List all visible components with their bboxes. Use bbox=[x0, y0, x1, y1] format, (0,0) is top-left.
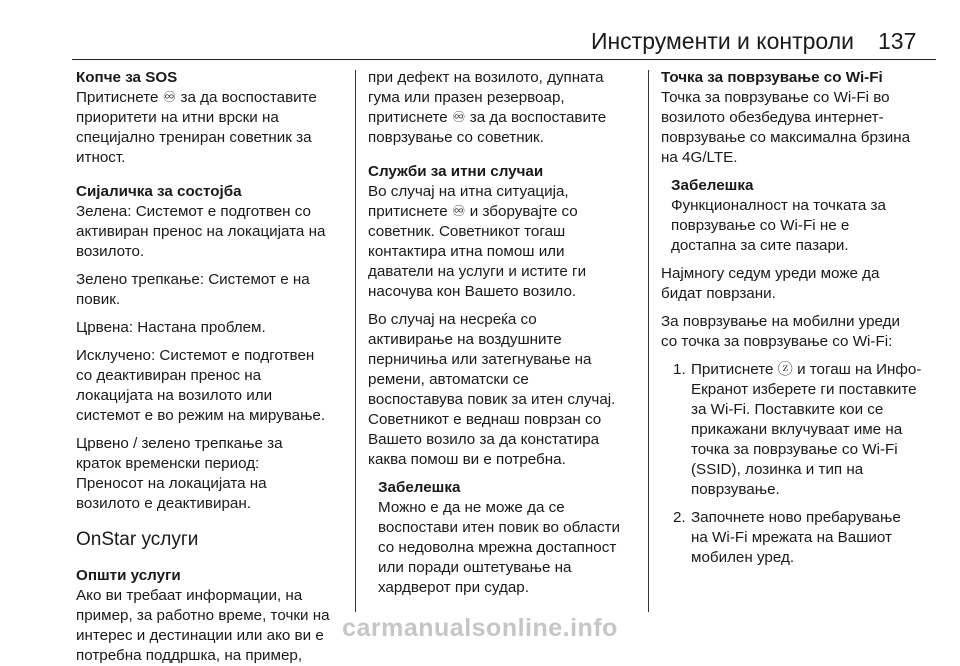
status-text-line: активиран пренос на локацијата на bbox=[76, 223, 326, 240]
status-text-line: возилото. bbox=[76, 243, 145, 260]
sos-text-line: специјално трениран советник за bbox=[76, 129, 312, 146]
step-text-line: Екранот изберете ги поставките bbox=[691, 381, 917, 398]
watermark: carmanualsonline.info bbox=[342, 614, 618, 642]
emergency-text-line: насочува кон Вашето возило. bbox=[368, 283, 577, 300]
sos-text-line: итност. bbox=[76, 149, 126, 166]
redgreen-text-line: краток временски период: bbox=[76, 455, 260, 472]
note-text-line: или поради оштетување на bbox=[378, 559, 572, 576]
step-text-line: мобилен уред. bbox=[691, 549, 795, 566]
note-block bbox=[661, 176, 939, 256]
step-text-line: на Wi-Fi мрежата на Вашиот bbox=[691, 529, 892, 546]
page-title: Инструменти и контроли bbox=[590, 28, 854, 54]
continued-text-line: поврзување со советник. bbox=[368, 129, 544, 146]
wifi-text-line: поврзување со максимална брзина bbox=[661, 129, 911, 146]
connect-text-line: со точка за поврзување со Wi-Fi: bbox=[661, 333, 893, 350]
redgreen-text-line: возилото е деактивиран. bbox=[76, 495, 251, 512]
devices-text-line: Најмногу седум уреди може да bbox=[661, 265, 880, 282]
off-text-line: Исклучено: Системот е подготвен bbox=[76, 347, 315, 364]
off-text-line: локацијата на возилото или bbox=[76, 387, 273, 404]
connect-text-line: За поврзување на мобилни уреди bbox=[661, 313, 900, 330]
column-3 bbox=[661, 68, 939, 568]
general-services-heading: Општи услуги bbox=[76, 567, 181, 584]
red-text-line: Црвена: Настана проблем. bbox=[76, 319, 266, 336]
accident-text-line: перничиња или затегнување на bbox=[368, 351, 592, 368]
sos-button-heading: Копче за SOS bbox=[76, 69, 178, 86]
continued-text-line: при дефект на возилото, дупната bbox=[368, 69, 604, 86]
header-rule bbox=[72, 59, 936, 60]
note-text-line: поврзување со Wi-Fi не е bbox=[671, 217, 850, 234]
general-text-line: интерес и дестинации или ако ви е bbox=[76, 627, 324, 644]
emergency-text-line: Во случај на итна ситуација, bbox=[368, 183, 569, 200]
note-text-line: Функционалност на точката за bbox=[671, 197, 886, 214]
general-text-line: Ако ви требаат информации, на bbox=[76, 587, 303, 604]
accident-text-line: Советникот е веднаш поврзан со bbox=[368, 411, 602, 428]
wifi-hotspot-heading: Точка за поврзување со Wi-Fi bbox=[661, 69, 883, 86]
note-heading: Забелешка bbox=[378, 479, 461, 496]
general-text-line: потребна поддршка, на пример, bbox=[76, 647, 303, 664]
note-text-line: со недоволна мрежна достапност bbox=[378, 539, 617, 556]
note-text-line: воспостави итен повик во области bbox=[378, 519, 620, 536]
emergency-text-line: даватели на услуги и истите ги bbox=[368, 263, 587, 280]
column-1 bbox=[76, 68, 354, 666]
status-lamp-heading: Сијаличка за состојба bbox=[76, 183, 242, 200]
note-text-line: Можно е да не може да се bbox=[378, 499, 565, 516]
step-text-line: поврзување. bbox=[691, 481, 780, 498]
accident-text-line: воспоставува повик за итен случај. bbox=[368, 391, 616, 408]
off-text-line: со деактивиран пренос на bbox=[76, 367, 262, 384]
continued-text-line: гума или празен резервоар, bbox=[368, 89, 565, 106]
accident-text-line: активирање на воздушните bbox=[368, 331, 562, 348]
redgreen-text-line: Преносот на локацијата на bbox=[76, 475, 267, 492]
accident-text-line: каква помош ви е потребна. bbox=[368, 451, 566, 468]
wifi-text-line: возилото обезбедува интернет- bbox=[661, 109, 884, 126]
redgreen-text-line: Црвено / зелено трепкање за bbox=[76, 435, 283, 452]
blink-text-line: повик. bbox=[76, 291, 121, 308]
note-text-line: достапна за сите пазари. bbox=[671, 237, 849, 254]
list-item bbox=[661, 360, 939, 500]
accident-text-line: Во случај на несреќа со bbox=[368, 311, 537, 328]
devices-text-line: бидат поврзани. bbox=[661, 285, 776, 302]
emergency-text-line: советник. Советникот тогаш bbox=[368, 223, 566, 240]
column-2 bbox=[368, 68, 646, 598]
general-text-line: пример, за работно време, точки на bbox=[76, 607, 330, 624]
wifi-text-line: Точка за поврзување со Wi-Fi во bbox=[661, 89, 890, 106]
list-number: 1. bbox=[673, 361, 686, 378]
page-header bbox=[0, 0, 960, 60]
page-number: 137 bbox=[878, 28, 917, 54]
step-text-line: точка за поврзување со Wi-Fi bbox=[691, 441, 898, 458]
note-text-line: хардверот при судар. bbox=[378, 579, 529, 596]
continued-text-line: притиснете ♾ за да воспоставите bbox=[368, 109, 607, 126]
column-divider-1 bbox=[355, 70, 356, 612]
step-text-line: за Wi-Fi. Поставките кои се bbox=[691, 401, 884, 418]
step-text-line: Започнете ново пребарување bbox=[691, 509, 901, 526]
accident-text-line: ремени, автоматски се bbox=[368, 371, 529, 388]
list-item bbox=[661, 508, 939, 568]
note-heading: Забелешка bbox=[671, 177, 754, 194]
column-divider-2 bbox=[648, 70, 649, 612]
step-text-line: Притиснете ⓩ и тогаш на Инфо- bbox=[691, 361, 922, 378]
off-text-line: системот е во режим на мирување. bbox=[76, 407, 326, 424]
emergency-text-line: притиснете ♾ и зборувајте со bbox=[368, 203, 578, 220]
step-text-line: прикажани вклучуваат име на bbox=[691, 421, 903, 438]
wifi-text-line: на 4G/LTE. bbox=[661, 149, 738, 166]
emergency-text-line: контактира итна помош или bbox=[368, 243, 565, 260]
step-text-line: (SSID), лозинка и тип на bbox=[691, 461, 864, 478]
emergency-services-heading: Служби за итни случаи bbox=[368, 163, 544, 180]
blink-text-line: Зелено трепкање: Системот е на bbox=[76, 271, 310, 288]
status-text-line: Зелена: Системот е подготвен со bbox=[76, 203, 312, 220]
sos-text-line: приоритети на итни врски на bbox=[76, 109, 279, 126]
note-block bbox=[368, 478, 646, 598]
accident-text-line: Вашето возило за да констатира bbox=[368, 431, 600, 448]
onstar-services-heading: OnStar услуги bbox=[76, 529, 199, 550]
sos-text-line: Притиснете ♾ за да воспоставите bbox=[76, 89, 317, 106]
list-number: 2. bbox=[673, 509, 686, 526]
